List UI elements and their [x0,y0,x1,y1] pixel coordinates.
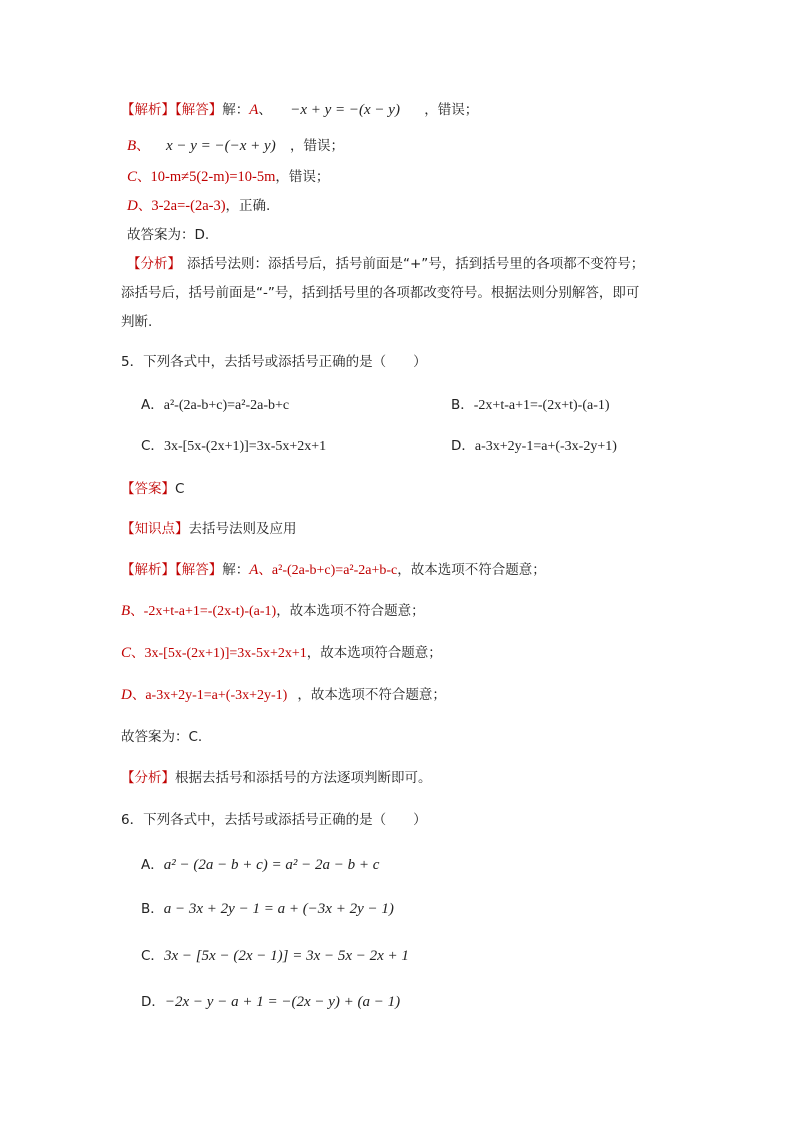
q6-option-a[interactable] [141,855,379,875]
option-letter: C [127,169,138,185]
math-expression: 3x-[5x-(2x+1)]=3x-5x+2x+1 [144,646,307,661]
separator: 、 [131,687,146,703]
math-expression: -2x+t-a+1=-(2x-t)-(a-1) [143,604,277,619]
answer-tag: 【答案】 [121,481,175,497]
knowledge-tag: 【知识点】 [121,521,189,537]
math-expression: 10-m≠5(2-m)=10-5m [150,169,276,185]
option-label: C． [141,948,164,964]
verdict: ，错误； [290,138,344,154]
option-letter: A [249,562,259,578]
q6-option-c[interactable] [141,946,409,966]
separator: 、 [258,102,272,118]
q5-option-d[interactable] [451,436,617,457]
option-math: a − 3x + 2y − 1 = a + (−3x + 2y − 1) [163,901,394,917]
solution-tag: 【解析】【解答】 [121,562,223,578]
q4-analysis-line-1 [127,254,644,274]
verdict: ，错误； [275,169,330,185]
q4-analysis-line-3: 判断. [121,314,153,330]
q5-option-b[interactable] [451,395,610,416]
option-letter: D [121,687,132,703]
q4-analysis-line-2: 添括号后，括号前面是“-”号，括到括号里的各项都改变符号。根据法则分别解答，即可 [121,285,640,301]
option-letter: A [249,102,259,118]
q4-answer: 故答案为：D. [127,227,210,243]
q6-option-d[interactable] [141,992,400,1012]
option-math: a-3x+2y-1=a+(-3x-2y+1) [474,439,617,454]
verdict: ，故本选项不符合题意； [397,562,546,578]
option-letter: C [121,645,132,661]
q4-solution-line-a [121,100,478,120]
separator: 、 [136,138,150,154]
option-label: B． [451,397,474,413]
math-expression: −x + y = −(x − y) [290,102,400,118]
q5-option-a[interactable] [141,395,289,416]
solution-tag: 【解析】【解答】 [121,102,223,118]
separator: 、 [131,645,145,661]
option-label: D． [141,994,165,1010]
q5-option-c[interactable] [141,436,326,457]
q5-answer [121,479,184,499]
verdict: ，错误； [424,102,479,118]
option-label: B． [141,901,164,917]
analysis-tag: 【分析】 [127,256,181,272]
option-math: -2x+t-a+1=-(2x+t)-(a-1) [473,398,610,413]
verdict: ，故本选项不符合题意； [297,687,446,703]
q5-solution-line-d [121,685,446,706]
option-math: a² − (2a − b + c) = a² − 2a − b + c [163,857,380,873]
option-label: D． [451,438,475,454]
separator: 、 [258,562,272,578]
analysis-tag: 【分析】 [121,770,175,786]
option-label: C． [141,438,164,454]
analysis-text: 添括号法则：添括号后，括号前面是“+”号，括到括号里的各项都不变符号； [187,256,645,272]
q5-analysis [121,768,432,788]
option-letter: B [121,603,131,619]
separator: 、 [130,603,144,619]
option-math: 3x − [5x − (2x − 1)] = 3x − 5x − 2x + 1 [163,948,409,964]
math-expression: x − y = −(−x + y) [165,138,276,154]
knowledge-text: 去括号法则及应用 [188,521,297,537]
solution-lead: 解： [222,102,250,118]
q5-stem: 5．下列各式中，去括号或添括号正确的是（ ） [121,354,427,370]
q6-option-b[interactable] [141,899,394,919]
solution-lead: 解： [222,562,250,578]
option-label: A． [141,857,164,873]
verdict: ，故本选项不符合题意； [276,603,425,619]
q5-solution-line-b [121,601,425,622]
q5-solution-line-c [121,643,442,664]
math-expression: 3-2a=-(2a-3) [151,198,226,214]
option-math: 3x-[5x-(2x+1)]=3x-5x+2x+1 [163,439,327,454]
q4-solution-line-d [127,196,270,216]
option-letter: D [127,198,138,214]
math-expression: a²-(2a-b+c)=a²-2a+b-c [271,563,398,578]
math-expression: a-3x+2y-1=a+(-3x+2y-1) [145,688,288,703]
separator: 、 [137,198,152,214]
q5-final-answer: 故答案为：C. [121,729,203,745]
option-letter: B [127,138,137,154]
q4-solution-line-b [127,136,344,156]
option-math: a²-(2a-b+c)=a²-2a-b+c [163,398,290,413]
q5-knowledge [121,519,297,539]
answer-value: C [175,481,185,497]
q5-solution-line-a [121,560,546,581]
q4-solution-line-c [127,167,329,187]
option-label: A． [141,397,164,413]
analysis-text: 根据去括号和添括号的方法逐项判断即可。 [175,770,432,786]
verdict: ，正确. [225,198,271,214]
q6-stem: 6．下列各式中，去括号或添括号正确的是（ ） [121,812,427,828]
option-math: −2x − y − a + 1 = −(2x − y) + (a − 1) [164,994,401,1010]
verdict: ，故本选项符合题意； [306,645,442,661]
separator: 、 [137,169,151,185]
